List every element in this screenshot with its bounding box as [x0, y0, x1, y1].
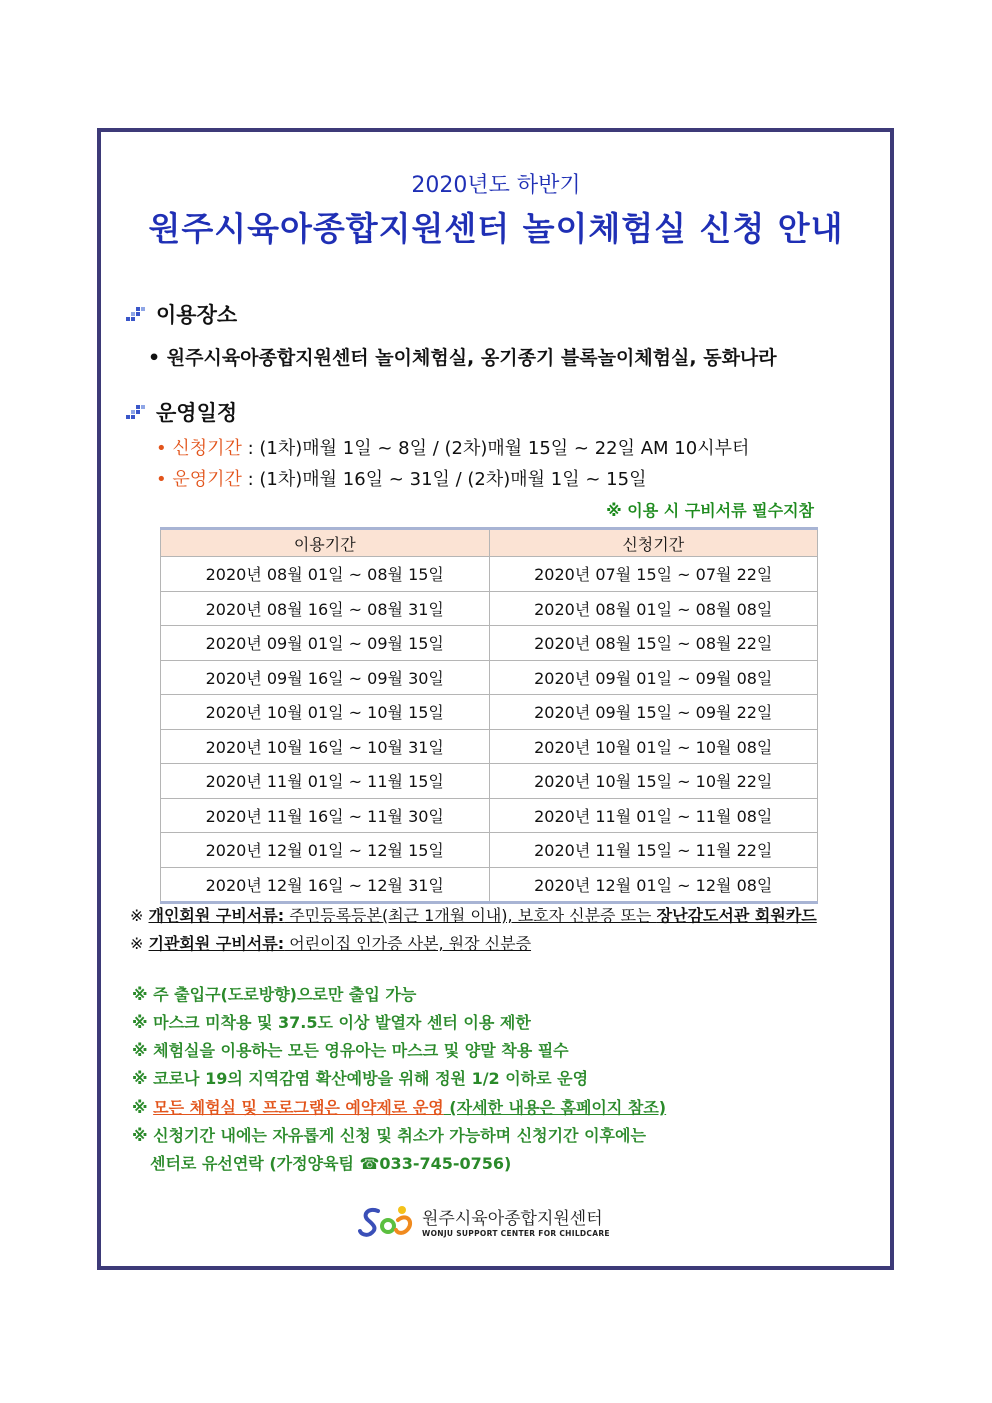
bullet-dot: • [148, 347, 167, 369]
apply-cell: 2020년 12월 01일 ~ 12월 08일 [489, 867, 818, 903]
logo-name-ko: 원주시육아종합지원센터 [422, 1209, 603, 1229]
apply-cell: 2020년 09월 01일 ~ 09월 08일 [489, 660, 818, 695]
usage-cell: 2020년 12월 01일 ~ 12월 15일 [161, 833, 490, 868]
bullet-dot: • [156, 438, 173, 459]
table-row [161, 591, 818, 626]
org-label: 기관회원 구비서류: [148, 934, 285, 953]
page-subtitle: 2020년도 하반기 [411, 173, 581, 198]
grid-bullet-icon [126, 307, 146, 321]
table-row [161, 695, 818, 730]
usage-cell: 2020년 11월 16일 ~ 11월 30일 [161, 798, 490, 833]
table-row [161, 660, 818, 695]
section-heading-place [126, 299, 237, 329]
section-heading-text: 운영일정 [156, 401, 238, 425]
usage-cell: 2020년 12월 16일 ~ 12월 31일 [161, 867, 490, 903]
notice-entrance: ※ 주 출입구(도로방향)으로만 출입 가능 [132, 985, 417, 1004]
section-heading-text: 이용장소 [156, 303, 238, 327]
apply-cell: 2020년 11월 15일 ~ 11월 22일 [489, 833, 818, 868]
apply-cell: 2020년 10월 01일 ~ 10월 08일 [489, 729, 818, 764]
personal-text: 주민등록등본(최근 1개월 이내), 보호자 신분증 또는 [284, 906, 657, 925]
table-row [161, 729, 818, 764]
apply-cell: 2020년 11월 01일 ~ 11월 08일 [489, 798, 818, 833]
table-row [161, 833, 818, 868]
center-logo [358, 1203, 610, 1239]
table-row [161, 867, 818, 903]
column-header-usage: 이용기간 [161, 529, 490, 557]
usage-cell: 2020년 10월 01일 ~ 10월 15일 [161, 695, 490, 730]
apply-period-line [156, 434, 749, 460]
reservation-highlight: 모든 체험실 및 프로그램은 예약제로 운영 [153, 1098, 444, 1117]
center-logo-icon [358, 1203, 416, 1239]
place-bullet [148, 343, 777, 370]
table-row [161, 798, 818, 833]
table-row [161, 626, 818, 661]
table-row [161, 764, 818, 799]
section-heading-schedule [126, 397, 237, 427]
logo-text-block [422, 1204, 610, 1238]
usage-cell: 2020년 10월 16일 ~ 10월 31일 [161, 729, 490, 764]
apply-cell: 2020년 08월 01일 ~ 08월 08일 [489, 591, 818, 626]
apply-text: : (1차)매월 1일 ~ 8일 / (2차)매월 15일 ~ 22일 AM 10시부터 [241, 438, 750, 459]
operate-label: 운영기간 [172, 469, 242, 490]
notice-cancel-line2: 센터로 유선연락 (가정양육팀 ☎033-745-0756) [150, 1154, 512, 1173]
personal-bold: 장난감도서관 회원카드 [656, 906, 817, 925]
notice-capacity: ※ 코로나 19의 지역감염 확산예방을 위해 정원 1/2 이하로 운영 [132, 1069, 589, 1088]
column-header-apply: 신청기간 [489, 529, 818, 557]
documents-note: ※ 이용 시 구비서류 필수지참 [606, 501, 814, 520]
apply-cell: 2020년 09월 15일 ~ 09월 22일 [489, 695, 818, 730]
usage-cell: 2020년 08월 01일 ~ 08월 15일 [161, 557, 490, 592]
notice-mask-socks: ※ 체험실을 이용하는 모든 영유아는 마스크 및 양말 착용 필수 [132, 1041, 569, 1060]
notice-mask-fever: ※ 마스크 미착용 및 37.5도 이상 발열자 센터 이용 제한 [132, 1013, 531, 1032]
personal-label: 개인회원 구비서류: [148, 906, 285, 925]
operate-period-line [156, 465, 646, 491]
page-title: 원주시육아종합지원센터 놀이체험실 신청 안내 [148, 209, 844, 248]
operate-text: : (1차)매월 16일 ~ 31일 / (2차)매월 1일 ~ 15일 [241, 469, 647, 490]
reference-mark: ※ [132, 1098, 154, 1117]
notice-cancel-line1: ※ 신청기간 내에는 자유롭게 신청 및 취소가 가능하며 신청기간 이후에는 [132, 1126, 646, 1145]
schedule-table [160, 527, 818, 904]
apply-cell: 2020년 08월 15일 ~ 08월 22일 [489, 626, 818, 661]
apply-cell: 2020년 10월 15일 ~ 10월 22일 [489, 764, 818, 799]
org-requirements [130, 931, 531, 954]
reference-mark: ※ [130, 934, 149, 953]
usage-cell: 2020년 09월 01일 ~ 09월 15일 [161, 626, 490, 661]
usage-cell: 2020년 09월 16일 ~ 09월 30일 [161, 660, 490, 695]
org-text: 어린이집 인가증 사본, 원장 신분증 [284, 934, 532, 953]
apply-cell: 2020년 07월 15일 ~ 07월 22일 [489, 557, 818, 592]
logo-name-en: WONJU SUPPORT CENTER FOR CHILDCARE [422, 1229, 610, 1238]
grid-bullet-icon [126, 405, 146, 419]
apply-label: 신청기간 [172, 438, 242, 459]
usage-cell: 2020년 08월 16일 ~ 08월 31일 [161, 591, 490, 626]
notice-reservation [132, 1095, 666, 1118]
table-row [161, 557, 818, 592]
table-header-row [161, 529, 818, 557]
reference-mark: ※ [130, 906, 149, 925]
personal-requirements [130, 903, 817, 926]
place-text: 원주시육아종합지원센터 놀이체험실, 옹기종기 블록놀이체험실, 동화나라 [166, 347, 777, 369]
reservation-detail: (자세한 내용은 홈페이지 참조) [443, 1098, 667, 1117]
bullet-dot: • [156, 469, 173, 490]
usage-cell: 2020년 11월 01일 ~ 11월 15일 [161, 764, 490, 799]
